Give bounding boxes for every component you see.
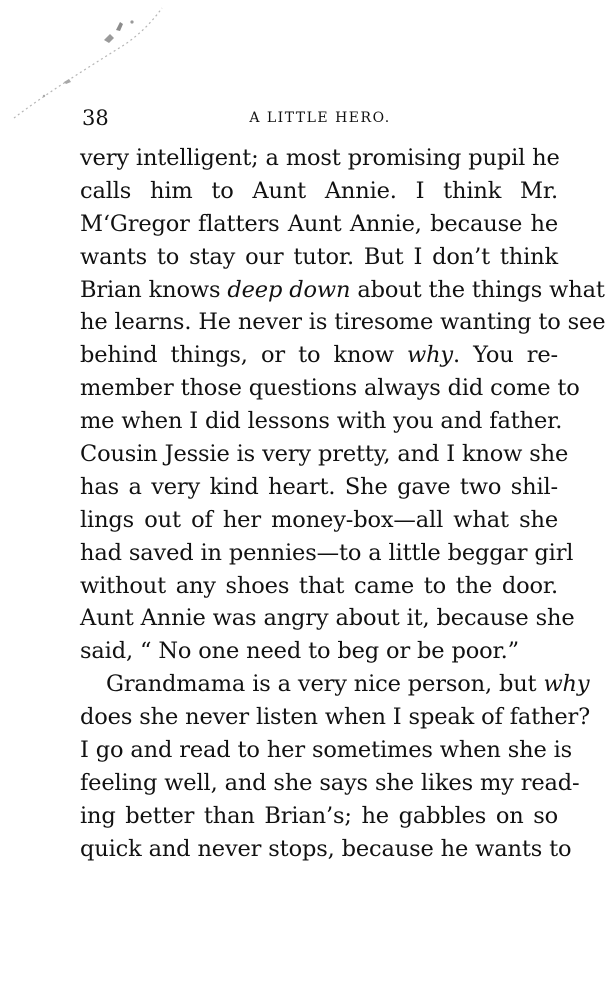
text-line: ing better than Brian’s; he gabbles on so: [80, 802, 558, 829]
paragraph: [80, 668, 591, 865]
text-line: said, “ No one need to beg or be poor.”: [80, 638, 520, 665]
text-line: feeling well, and she says she likes my read-: [80, 769, 580, 796]
text-line: behind things, or to know why. You re-: [80, 342, 558, 369]
text-line: Cousin Jessie is very pretty, and I know she: [80, 441, 569, 468]
body-text: [80, 142, 605, 866]
text-line: wants to stay our tutor. But I don’t think: [80, 243, 558, 270]
text-line: had saved in pennies—to a little beggar girl: [80, 539, 574, 566]
text-line: I go and read to her sometimes when she is: [80, 737, 573, 764]
text-line: Aunt Annie was angry about it, because she: [80, 605, 575, 632]
text-line: without any shoes that came to the door.: [80, 572, 558, 599]
text-line: has a very kind heart. She gave two shil-: [80, 473, 558, 500]
text-line: Brian knows deep down about the things what: [80, 276, 605, 303]
emphasis-text: why: [543, 671, 590, 698]
text-line: M‘Gregor flatters Aunt Annie, because he: [80, 210, 558, 237]
emphasis-text: why: [406, 342, 453, 369]
paragraph: [80, 142, 605, 668]
text-line: member those questions always did come to: [80, 375, 580, 402]
page-number: 38: [82, 106, 109, 130]
text-line: he learns. He never is tiresome wanting to see: [80, 309, 605, 336]
running-title: A LITTLE HERO.: [249, 110, 391, 126]
text-line: does she never listen when I speak of father?: [80, 704, 591, 731]
text-line: me when I did lessons with you and father.: [80, 408, 563, 435]
emphasis-text: deep down: [227, 276, 351, 303]
text-line: quick and never stops, because he wants to: [80, 835, 572, 862]
text-line: lings out of her money-box—all what she: [80, 506, 558, 533]
text-line: calls him to Aunt Annie. I think Mr.: [80, 177, 558, 204]
text-line: Grandmama is a very nice person, but why: [106, 671, 590, 698]
text-line: very intelligent; a most promising pupil he: [80, 145, 560, 171]
page-header: [82, 104, 558, 132]
